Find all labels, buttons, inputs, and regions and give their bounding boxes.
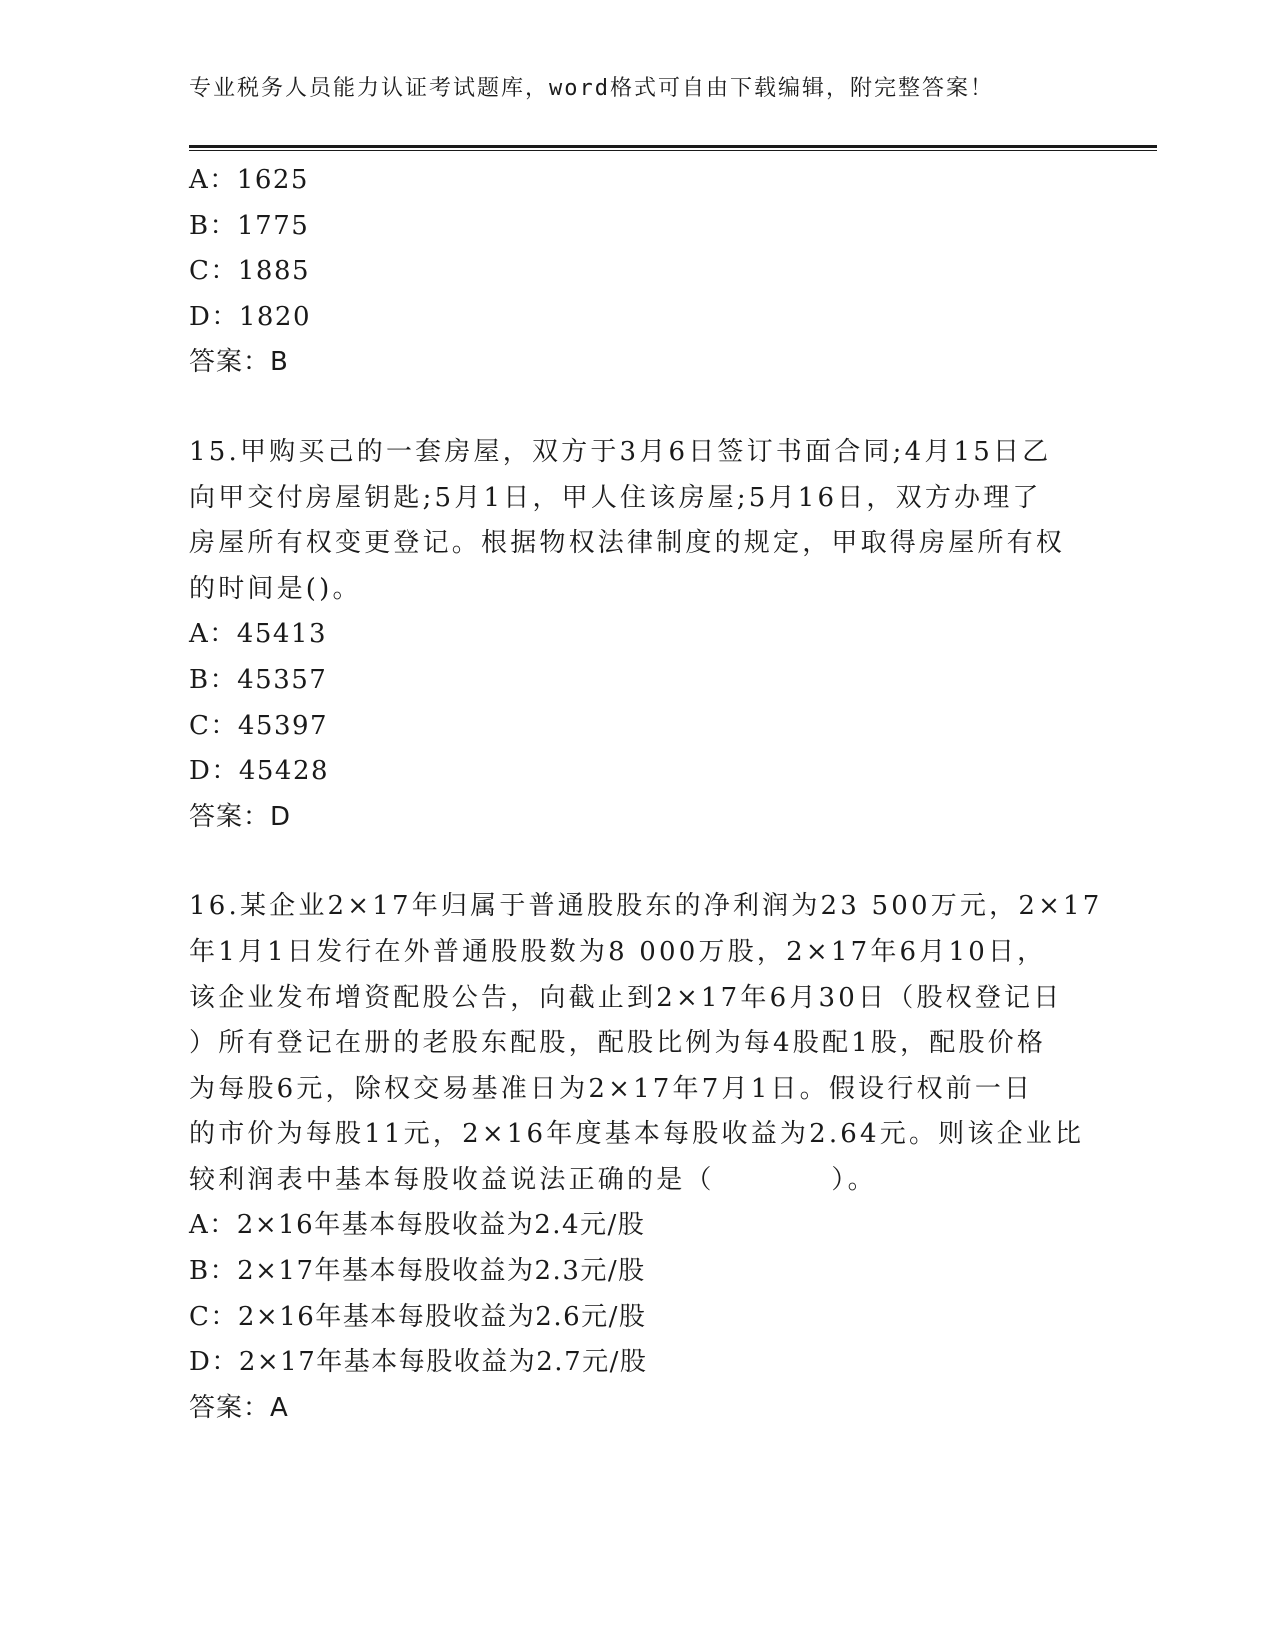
option-d: D：1820 <box>189 301 312 332</box>
option-a: A：1625 <box>189 165 309 195</box>
question-text-line: 的市价为每股11元，2×16年度基本每股收益为2.64元。则该企业比 <box>189 1119 1085 1150</box>
block-spacer <box>189 840 1089 884</box>
block-spacer <box>189 386 1089 430</box>
option-a: A：45413 <box>189 619 327 650</box>
option-a: A：2×16年基本每股收益为2.4元/股 <box>189 1210 646 1241</box>
question-content <box>189 158 1103 1431</box>
option-d: D：45428 <box>189 756 330 787</box>
question-text-line: ）所有登记在册的老股东配股，配股比例为每4股配1股，配股价格 <box>189 1028 1047 1059</box>
header-rule-thick <box>189 145 1157 148</box>
page-header: 专业税务人员能力认证考试题库，word格式可自由下载编辑，附完整答案！ <box>189 76 994 101</box>
option-d: D：2×17年基本每股收益为2.7元/股 <box>189 1347 648 1378</box>
question-text-line: 该企业发布增资配股公告，向截止到2×17年6月30日（股权登记日 <box>189 982 1063 1013</box>
option-b: B：45357 <box>189 664 328 695</box>
question-block <box>189 430 1089 840</box>
question-block <box>189 884 1103 1431</box>
option-b: B：1775 <box>189 210 310 241</box>
question-block <box>189 158 1089 386</box>
question-text-line: 年1月1日发行在外普通股股数为8 000万股，2×17年6月10日， <box>189 936 1047 967</box>
answer-line: 答案：B <box>189 347 289 378</box>
option-c: C：1885 <box>189 256 311 287</box>
question-text-line: 房屋所有权变更登记。根据物权法律制度的规定，甲取得房屋所有权 <box>189 528 1066 559</box>
answer-line: 答案：D <box>189 801 292 832</box>
question-text-line: 较利润表中基本每股收益说法正确的是（ ）。 <box>189 1164 877 1195</box>
option-b: B：2×17年基本每股收益为2.3元/股 <box>189 1256 646 1287</box>
answer-line: 答案：A <box>189 1392 289 1423</box>
question-text-line: 向甲交付房屋钥匙;5月1日，甲人住该房屋;5月16日，双方办理了 <box>189 482 1042 513</box>
question-text-line: 为每股6元，除权交易基准日为2×17年7月1日。假设行权前一日 <box>189 1073 1034 1104</box>
option-c: C：2×16年基本每股收益为2.6元/股 <box>189 1301 647 1332</box>
question-text-line: 15.甲购买己的一套房屋，双方于3月6日签订书面合同;4月15日乙 <box>189 436 1052 467</box>
option-c: C：45397 <box>189 710 329 741</box>
question-text-line: 16.某企业2×17年归属于普通股股东的净利润为23 500万元，2×17 <box>189 891 1103 922</box>
header-rule-thin <box>189 150 1157 151</box>
question-text-line: 的时间是()。 <box>189 573 362 604</box>
